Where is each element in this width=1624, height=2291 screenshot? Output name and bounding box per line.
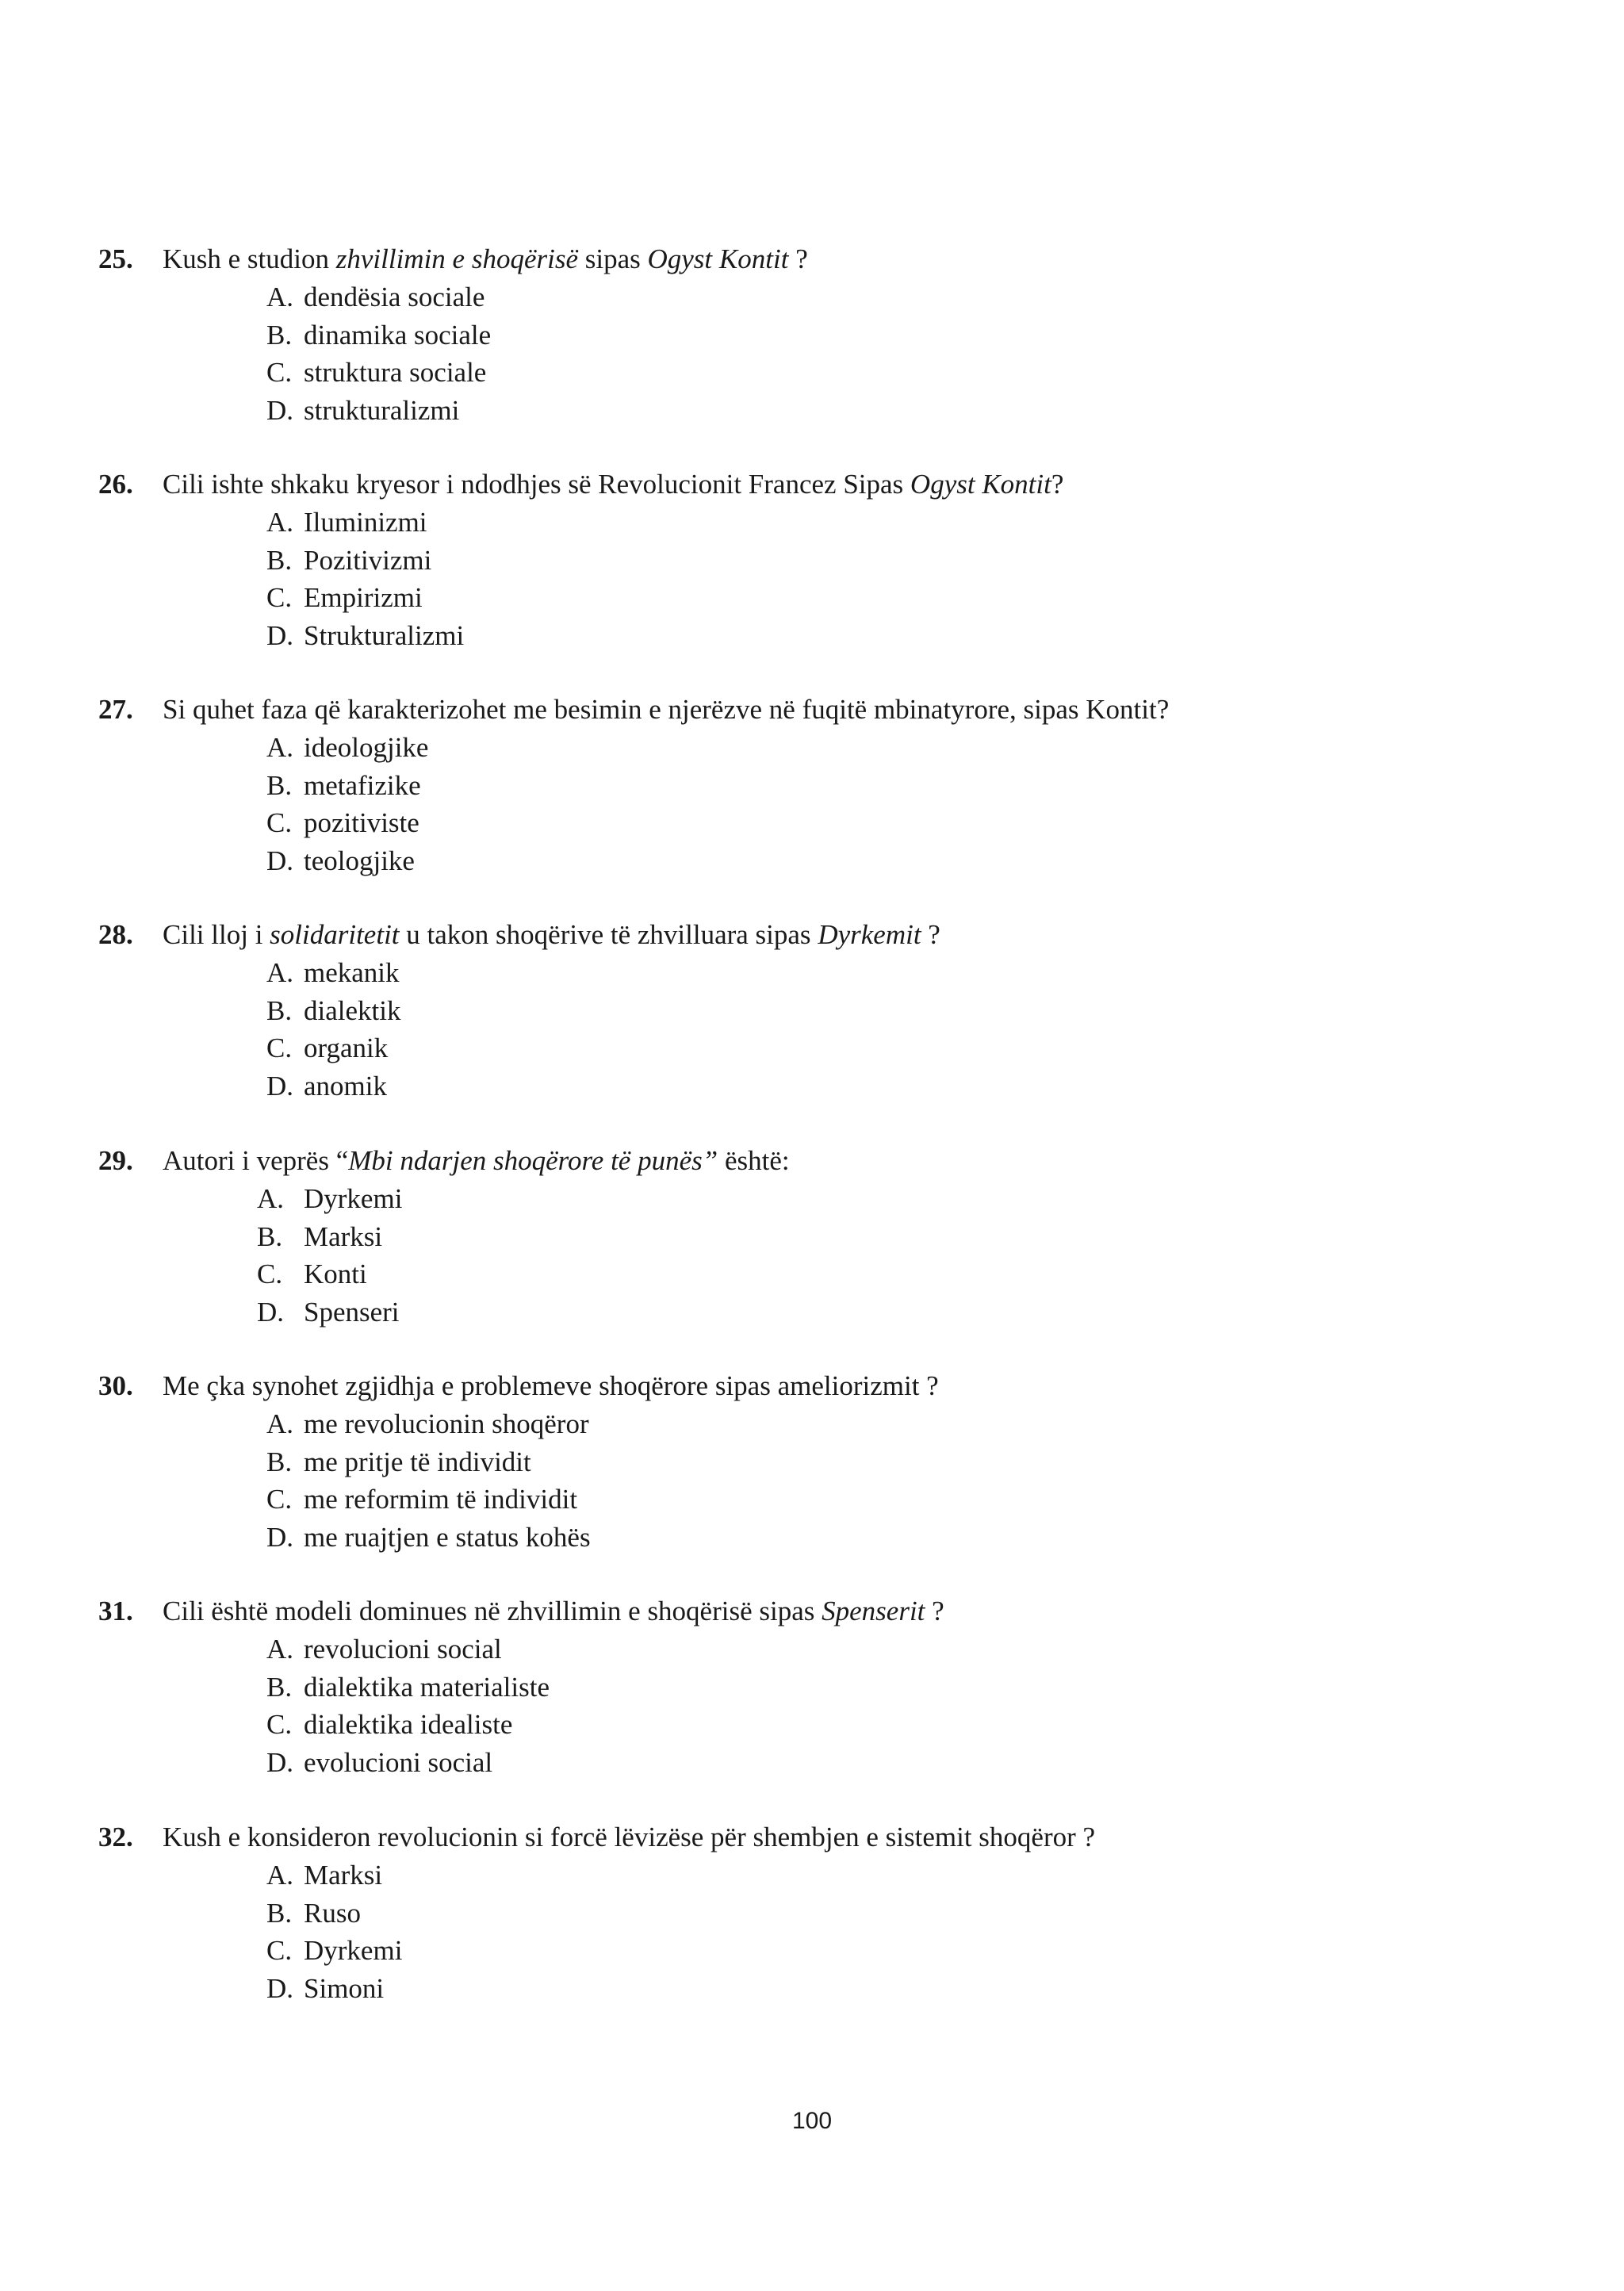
- question-stem: [98, 1818, 1526, 1856]
- question-29: [98, 1142, 1526, 1331]
- question-stem: [98, 465, 1526, 504]
- question-number: 31.: [98, 1596, 133, 1626]
- question-32: [98, 1818, 1526, 2007]
- option-b: B. Marksi: [257, 1220, 383, 1252]
- option-a: A. Iluminizmi: [266, 507, 427, 538]
- question-27: [98, 691, 1526, 879]
- option-b: B. dialektika materialiste: [266, 1671, 550, 1703]
- question-stem: [98, 1367, 1526, 1405]
- option-a: A. ideologjike: [266, 732, 429, 763]
- question-text: Cili është modeli dominues në zhvillimin e shoqërisë sipas Spenserit ?: [163, 1596, 944, 1626]
- question-number: 29.: [98, 1145, 133, 1176]
- question-stem: [98, 240, 1526, 278]
- option-b: B. dinamika sociale: [266, 319, 492, 351]
- question-stem: [98, 691, 1526, 729]
- option-a: A. me revolucionin shoqëror: [266, 1408, 589, 1439]
- question-30: [98, 1367, 1526, 1556]
- question-26: [98, 465, 1526, 654]
- option-d: D. evolucioni social: [266, 1746, 493, 1778]
- option-c: C. pozitiviste: [266, 807, 419, 839]
- question-number: 27.: [98, 694, 133, 725]
- option-b: B. dialektik: [266, 994, 401, 1026]
- option-d: D. anomik: [266, 1070, 387, 1101]
- option-c: C. Dyrkemi: [266, 1935, 403, 1967]
- option-c: C. struktura sociale: [266, 357, 487, 389]
- option-d: D. me ruajtjen e status kohës: [266, 1521, 591, 1553]
- question-number: 26.: [98, 469, 133, 500]
- question-text: Me çka synohet zgjidhja e problemeve shoqërore sipas ameliorizmit ?: [163, 1370, 939, 1401]
- option-a: A. mekanik: [266, 957, 400, 988]
- option-a: A. Marksi: [266, 1860, 383, 1891]
- question-text: Kush e studion zhvillimin e shoqërisë sipas Ogyst Kontit ?: [163, 243, 808, 274]
- option-a: A. dendësia sociale: [266, 282, 485, 312]
- page-number: 100: [791, 2108, 833, 2134]
- option-d: D. Strukturalizmi: [266, 619, 465, 651]
- question-text: Cili ishte shkaku kryesor i ndodhjes së Revolucionit Francez Sipas Ogyst Kontit?: [163, 469, 1064, 500]
- question-31: [98, 1592, 1526, 1781]
- question-number: 32.: [98, 1822, 133, 1852]
- option-d: D. Spenseri: [257, 1296, 400, 1327]
- question-number: 28.: [98, 919, 133, 950]
- option-b: B. me pritje të individit: [266, 1446, 531, 1477]
- option-b: B. Pozitivizmi: [266, 544, 432, 576]
- question-28: [98, 916, 1526, 1105]
- option-a: A. Dyrkemi: [257, 1183, 403, 1214]
- question-number: 25.: [98, 243, 133, 274]
- option-c: C. me reformim të individit: [266, 1484, 578, 1515]
- question-stem: [98, 1592, 1526, 1630]
- question-stem: [98, 1142, 1526, 1180]
- option-c: C. Konti: [257, 1259, 367, 1290]
- question-stem: [98, 916, 1526, 954]
- option-d: D. strukturalizmi: [266, 394, 460, 426]
- question-text: Kush e konsideron revolucionin si forcë lëvizëse për shembjen e sistemit shoqëror ?: [163, 1822, 1096, 1852]
- option-a: A. revolucioni social: [266, 1634, 502, 1665]
- question-text: Cili lloj i solidaritetit u takon shoqërive të zhvilluara sipas Dyrkemit ?: [163, 919, 940, 950]
- option-d: D. teologjike: [266, 845, 415, 876]
- question-25: [98, 240, 1526, 429]
- option-c: C. Empirizmi: [266, 582, 423, 614]
- option-b: B. metafizike: [266, 769, 421, 801]
- option-c: C. dialektika idealiste: [266, 1709, 513, 1741]
- question-number: 30.: [98, 1370, 133, 1401]
- question-text: Si quhet faza që karakterizohet me besimin e njerëzve në fuqitë mbinatyrore, sipas Kontit?: [163, 694, 1170, 725]
- option-c: C. organik: [266, 1032, 389, 1064]
- option-b: B. Ruso: [266, 1897, 361, 1929]
- question-text: Autori i veprës “Mbi ndarjen shoqërore të punës” është:: [163, 1145, 790, 1176]
- option-d: D. Simoni: [266, 1972, 385, 2004]
